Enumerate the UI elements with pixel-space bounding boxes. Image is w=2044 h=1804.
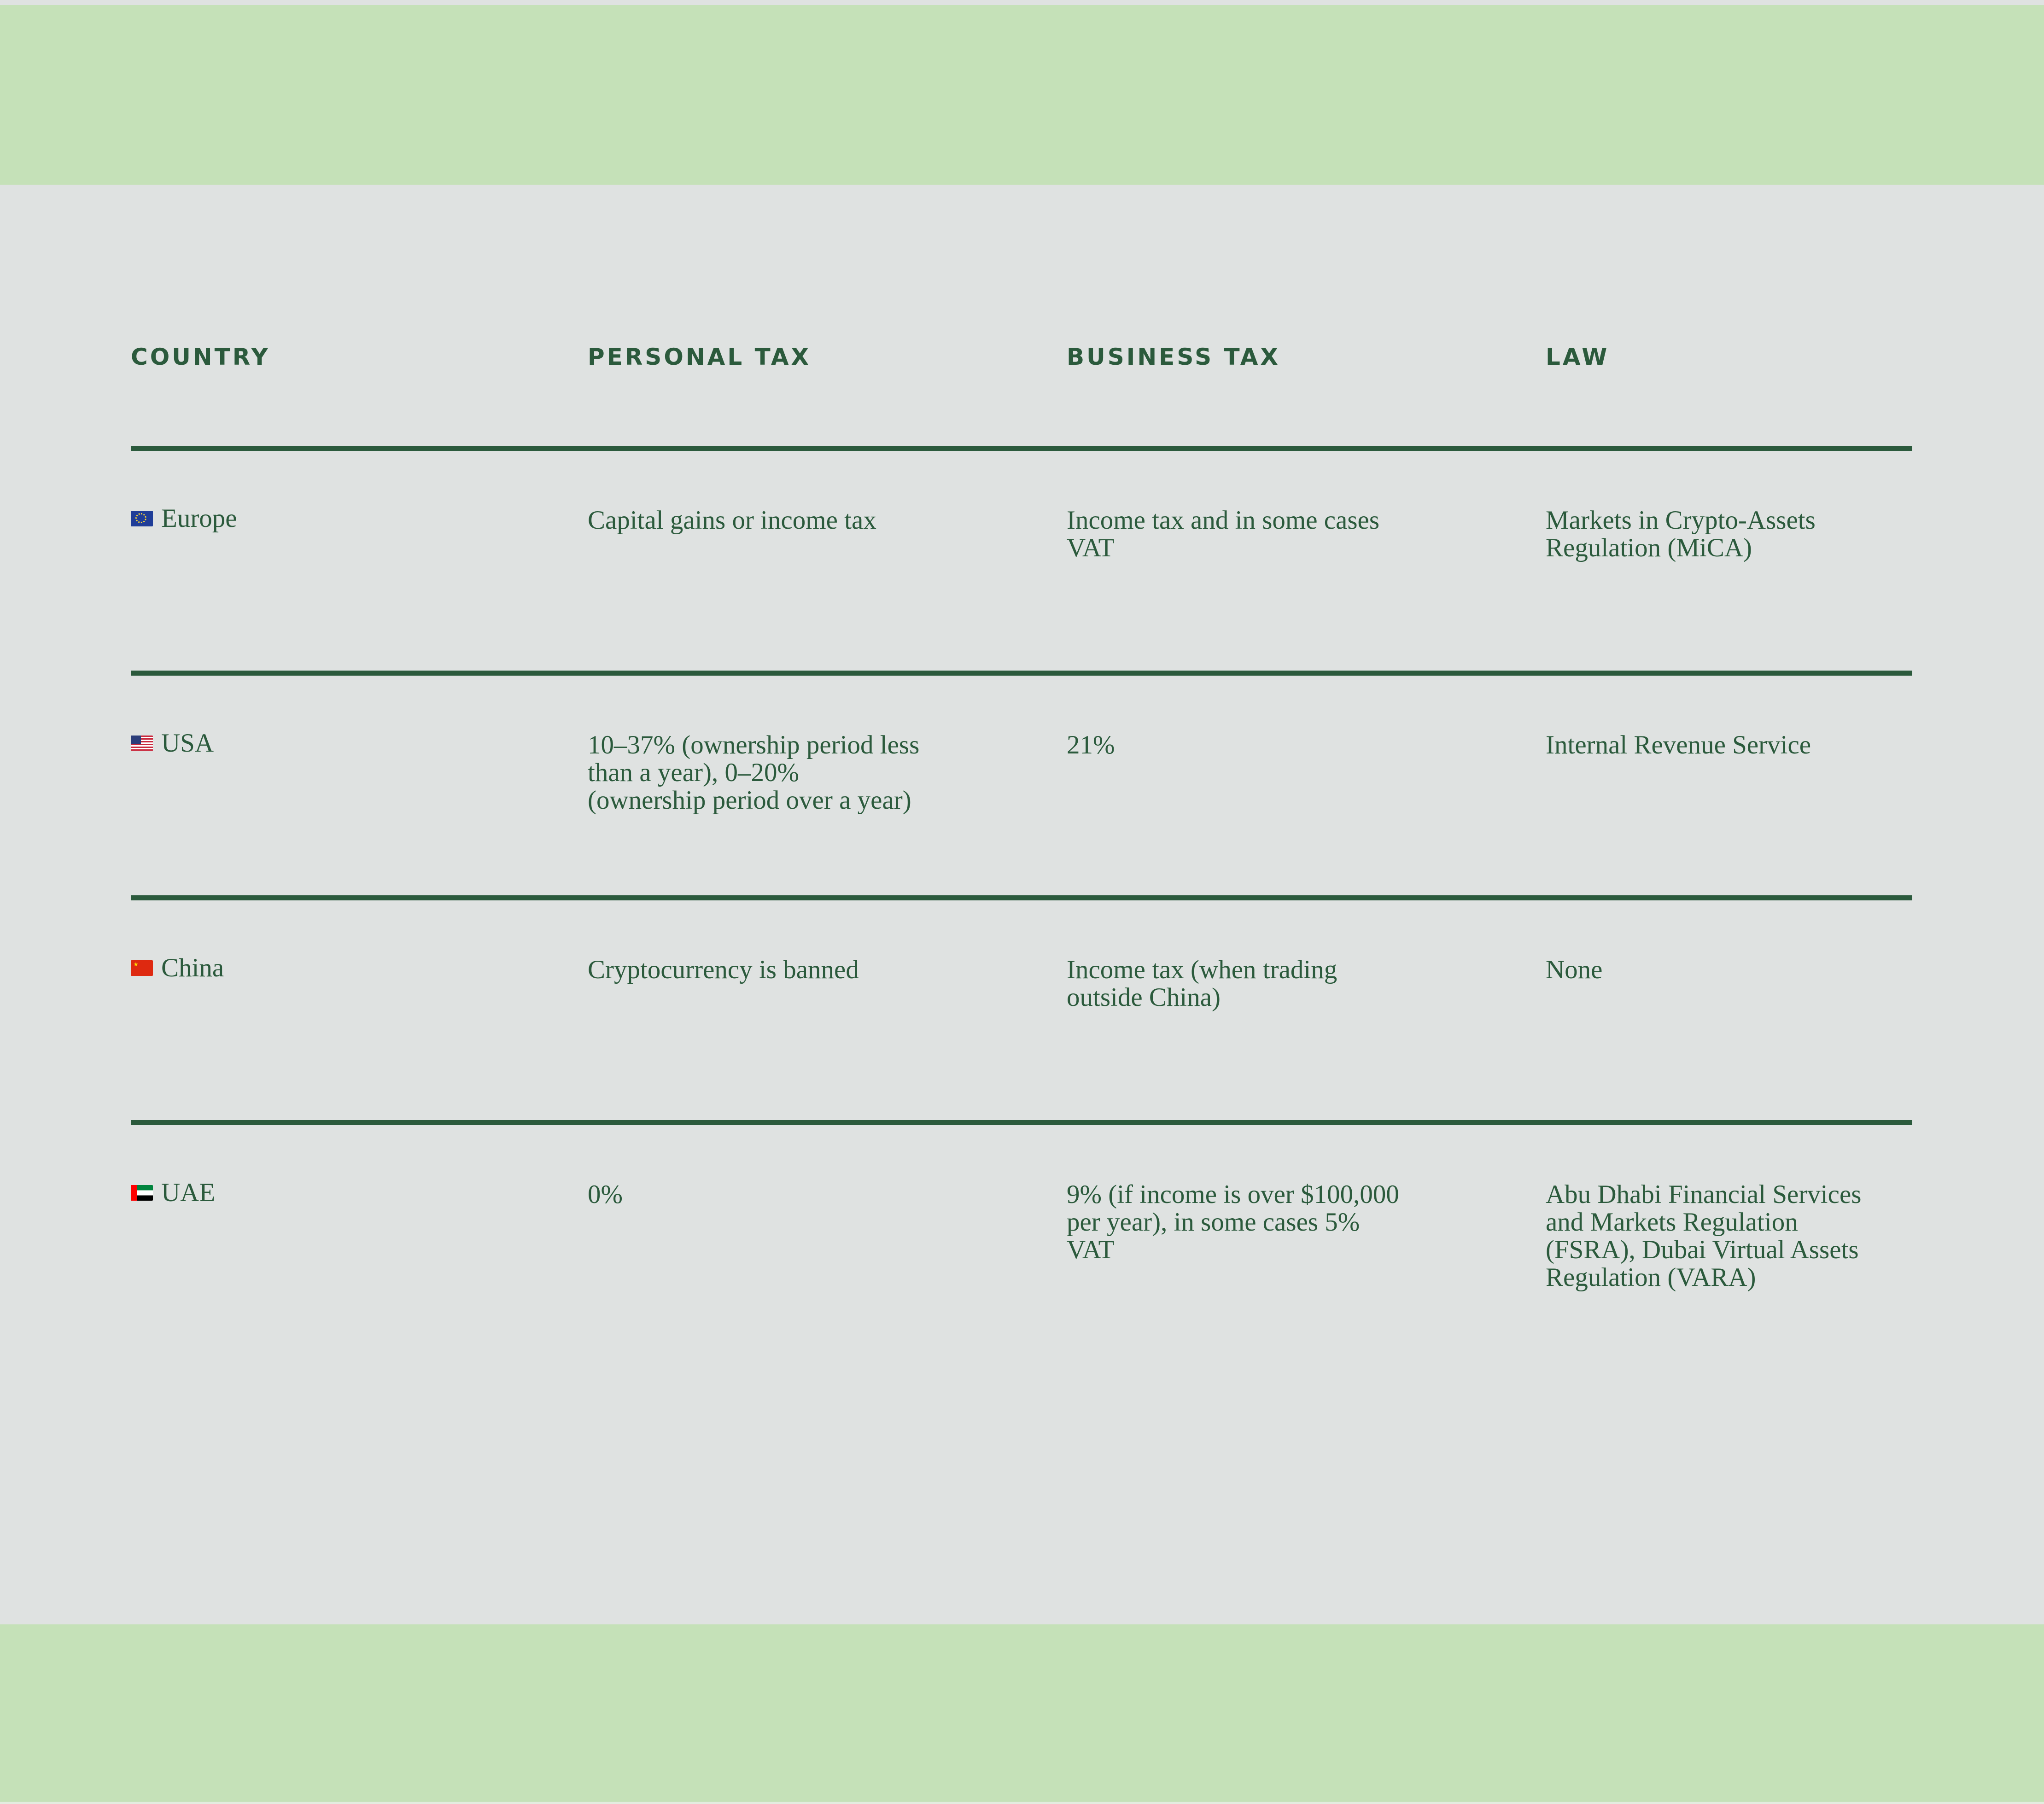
cell-line: 21% xyxy=(1067,730,1115,759)
cell-line: 0% xyxy=(588,1180,623,1209)
us-flag-icon xyxy=(131,736,153,751)
law-cell xyxy=(1546,1181,1861,1291)
footer-band xyxy=(0,1624,2044,1802)
table-row-usa-country xyxy=(131,730,214,757)
row-divider xyxy=(131,446,1912,451)
business-tax-cell xyxy=(1067,1181,1399,1264)
cell-line: Regulation (MiCA) xyxy=(1546,533,1752,562)
cell-line: than a year), 0–20% xyxy=(588,758,799,787)
law-cell xyxy=(1546,507,1816,562)
country-name: UAE xyxy=(161,1178,216,1207)
column-header-law: LAW xyxy=(1546,344,1610,370)
country-name: USA xyxy=(161,729,214,758)
column-header-personal-tax: PERSONAL TAX xyxy=(588,344,812,370)
row-divider xyxy=(131,671,1912,676)
cell-line: None xyxy=(1546,955,1603,984)
cell-line: VAT xyxy=(1067,533,1115,562)
business-tax-cell xyxy=(1067,507,1379,562)
personal-tax-cell xyxy=(588,731,919,814)
column-header-business-tax: BUSINESS TAX xyxy=(1067,344,1280,370)
law-cell xyxy=(1546,956,1602,984)
uae-flag-icon xyxy=(131,1185,153,1201)
row-divider xyxy=(131,1120,1912,1125)
cell-line: (FSRA), Dubai Virtual Assets xyxy=(1546,1235,1859,1264)
cell-line: per year), in some cases 5% xyxy=(1067,1208,1360,1237)
row-divider xyxy=(131,895,1912,900)
cell-line: Abu Dhabi Financial Services xyxy=(1546,1180,1862,1209)
top-strip xyxy=(0,0,2044,5)
personal-tax-cell xyxy=(588,1181,623,1209)
cell-line: and Markets Regulation xyxy=(1546,1208,1798,1237)
personal-tax-cell xyxy=(588,956,859,984)
table-row-europe-country xyxy=(131,505,237,532)
cell-line: Cryptocurrency is banned xyxy=(588,955,859,984)
cell-line: Capital gains or income tax xyxy=(588,506,876,535)
cell-line: outside China) xyxy=(1067,983,1221,1012)
cell-line: 9% (if income is over $100,000 xyxy=(1067,1180,1399,1209)
business-tax-cell xyxy=(1067,731,1115,759)
bottom-strip xyxy=(0,1802,2044,1804)
cell-line: Markets in Crypto-Assets xyxy=(1546,506,1816,535)
cell-line: 10–37% (ownership period less xyxy=(588,730,920,759)
personal-tax-cell xyxy=(588,507,876,534)
cell-line: Regulation (VARA) xyxy=(1546,1263,1756,1292)
cell-line: Income tax and in some cases xyxy=(1067,506,1380,535)
cell-line: Income tax (when trading xyxy=(1067,955,1337,984)
country-name: Europe xyxy=(161,504,237,533)
china-flag-icon xyxy=(131,960,153,976)
table-row-uae-country xyxy=(131,1179,215,1207)
cell-line: Internal Revenue Service xyxy=(1546,730,1811,759)
cell-line: VAT xyxy=(1067,1235,1115,1264)
business-tax-cell xyxy=(1067,956,1337,1011)
eu-flag-icon xyxy=(131,511,153,526)
table-row-china-country xyxy=(131,954,224,982)
law-cell xyxy=(1546,731,1811,759)
column-header-country: COUNTRY xyxy=(131,344,270,370)
cell-line: (ownership period over a year) xyxy=(588,786,911,815)
country-name: China xyxy=(161,953,224,982)
header-band xyxy=(0,5,2044,185)
